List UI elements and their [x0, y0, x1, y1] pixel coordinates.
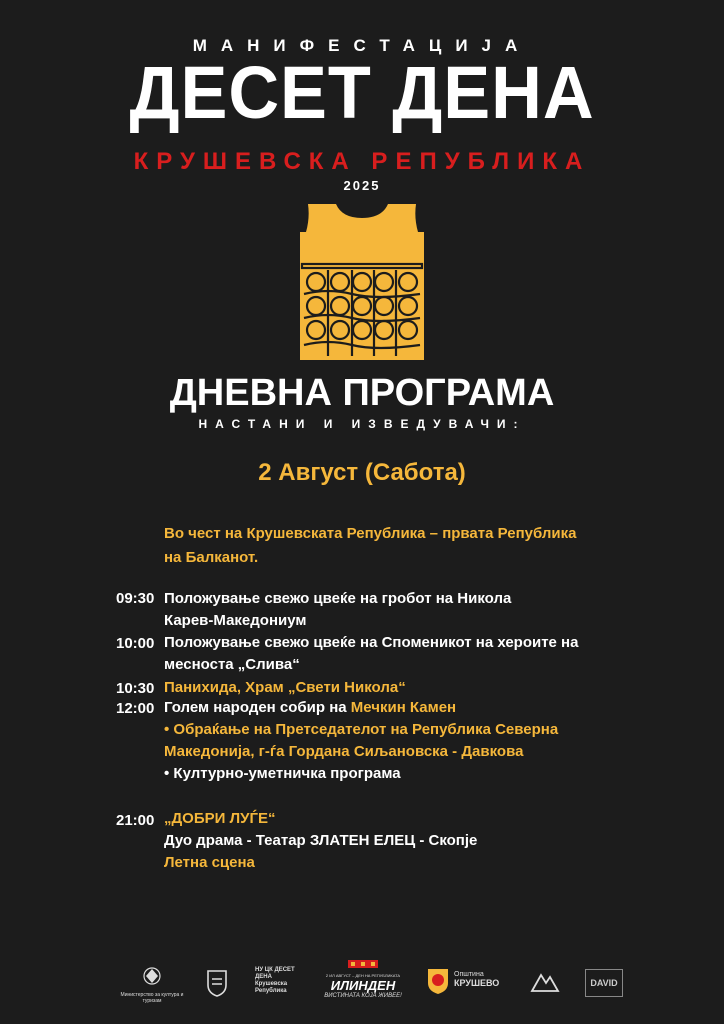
municipality-crest-icon [426, 967, 450, 995]
event-line: Македонија, г-ѓа Гордана Сиљановска - Давкова [164, 743, 524, 760]
intro-text: Во чест на Крушевската Република – првата Република на Балканот. [164, 525, 577, 566]
event-line: • Културно-уметничка програма [164, 765, 401, 782]
event-description [164, 808, 584, 874]
event-line: Дуо драма - Театар ЗЛАТЕН ЕЛЕЦ - Скопје [164, 832, 478, 849]
program-subtitle: НАСТАНИ И ИЗВЕДУВАЧИ: [198, 417, 526, 431]
house-emblem-icon [298, 200, 426, 362]
house-logo: НУ ЦК ДЕСЕТ ДЕНА Крушевска Република [255, 967, 295, 994]
ministry-label: Министерство за култура и туризам [120, 992, 184, 1004]
event-line [164, 697, 584, 719]
festival-title: ДЕСЕТ ДЕНА [129, 51, 595, 134]
event-line: Панихида, Храм „Свети Никола“ [164, 679, 406, 696]
event-line: Положување свежо цвеќе на гробот на Никола [164, 590, 512, 607]
flag-pattern-icon [348, 960, 378, 968]
david-logo: DAVID [585, 969, 623, 997]
festival-year: 2025 [343, 178, 381, 193]
ilinden-title: ИЛИНДЕН [330, 978, 396, 993]
event-description [164, 697, 584, 785]
ministry-logo [112, 965, 192, 1004]
event-description [164, 677, 584, 699]
event-line: Карев-Македониум [164, 612, 307, 629]
festival-subtitle: КРУШЕВСКА РЕПУБЛИКА [133, 148, 591, 175]
program-title: ДНЕВНА ПРОГРАМА [169, 372, 555, 414]
ilinden-subtitle: ВИСТИНАТА КОЈА ЖИВЕЕ! [324, 993, 402, 999]
festival-kicker: МАНИФЕСТАЦИЈА [192, 36, 532, 55]
event-time: 10:00 [116, 635, 155, 652]
sponsor-logos [0, 955, 724, 1005]
ilinden-top-text: 2 ИЛ АВГУСТ – ДЕН НА РЕПУБЛИКАТА [325, 973, 401, 978]
event-line: Положување свежо цвеќе на Споменикот на хероите на [164, 634, 579, 651]
event-time: 09:30 [116, 590, 155, 607]
event-location: Мечкин Камен [350, 699, 457, 716]
program-date: 2 Август (Сабота) [258, 459, 466, 486]
municipality-name: КРУШЕВО [454, 978, 500, 988]
event-text: Голем народен собир на [164, 699, 351, 716]
event-time: 21:00 [116, 812, 155, 829]
ilinden-logo [318, 955, 408, 999]
event-time: 10:30 [116, 680, 155, 697]
event-description [164, 632, 584, 676]
event-description [164, 588, 584, 632]
shield-icon [206, 969, 228, 997]
event-line: „ДОБРИ ЛУЃЕ“ [164, 810, 276, 827]
event-line: месноста „Слива“ [164, 656, 300, 673]
event-time: 12:00 [116, 700, 155, 717]
coat-of-arms-icon [112, 965, 192, 987]
mountain-logo-icon [530, 969, 560, 995]
event-line: Летна сцена [164, 854, 255, 871]
municipality-label: Општина [454, 971, 484, 978]
event-line: • Обраќање на Претседателот на Република Северна [164, 721, 559, 738]
municipality-logo [454, 971, 510, 988]
